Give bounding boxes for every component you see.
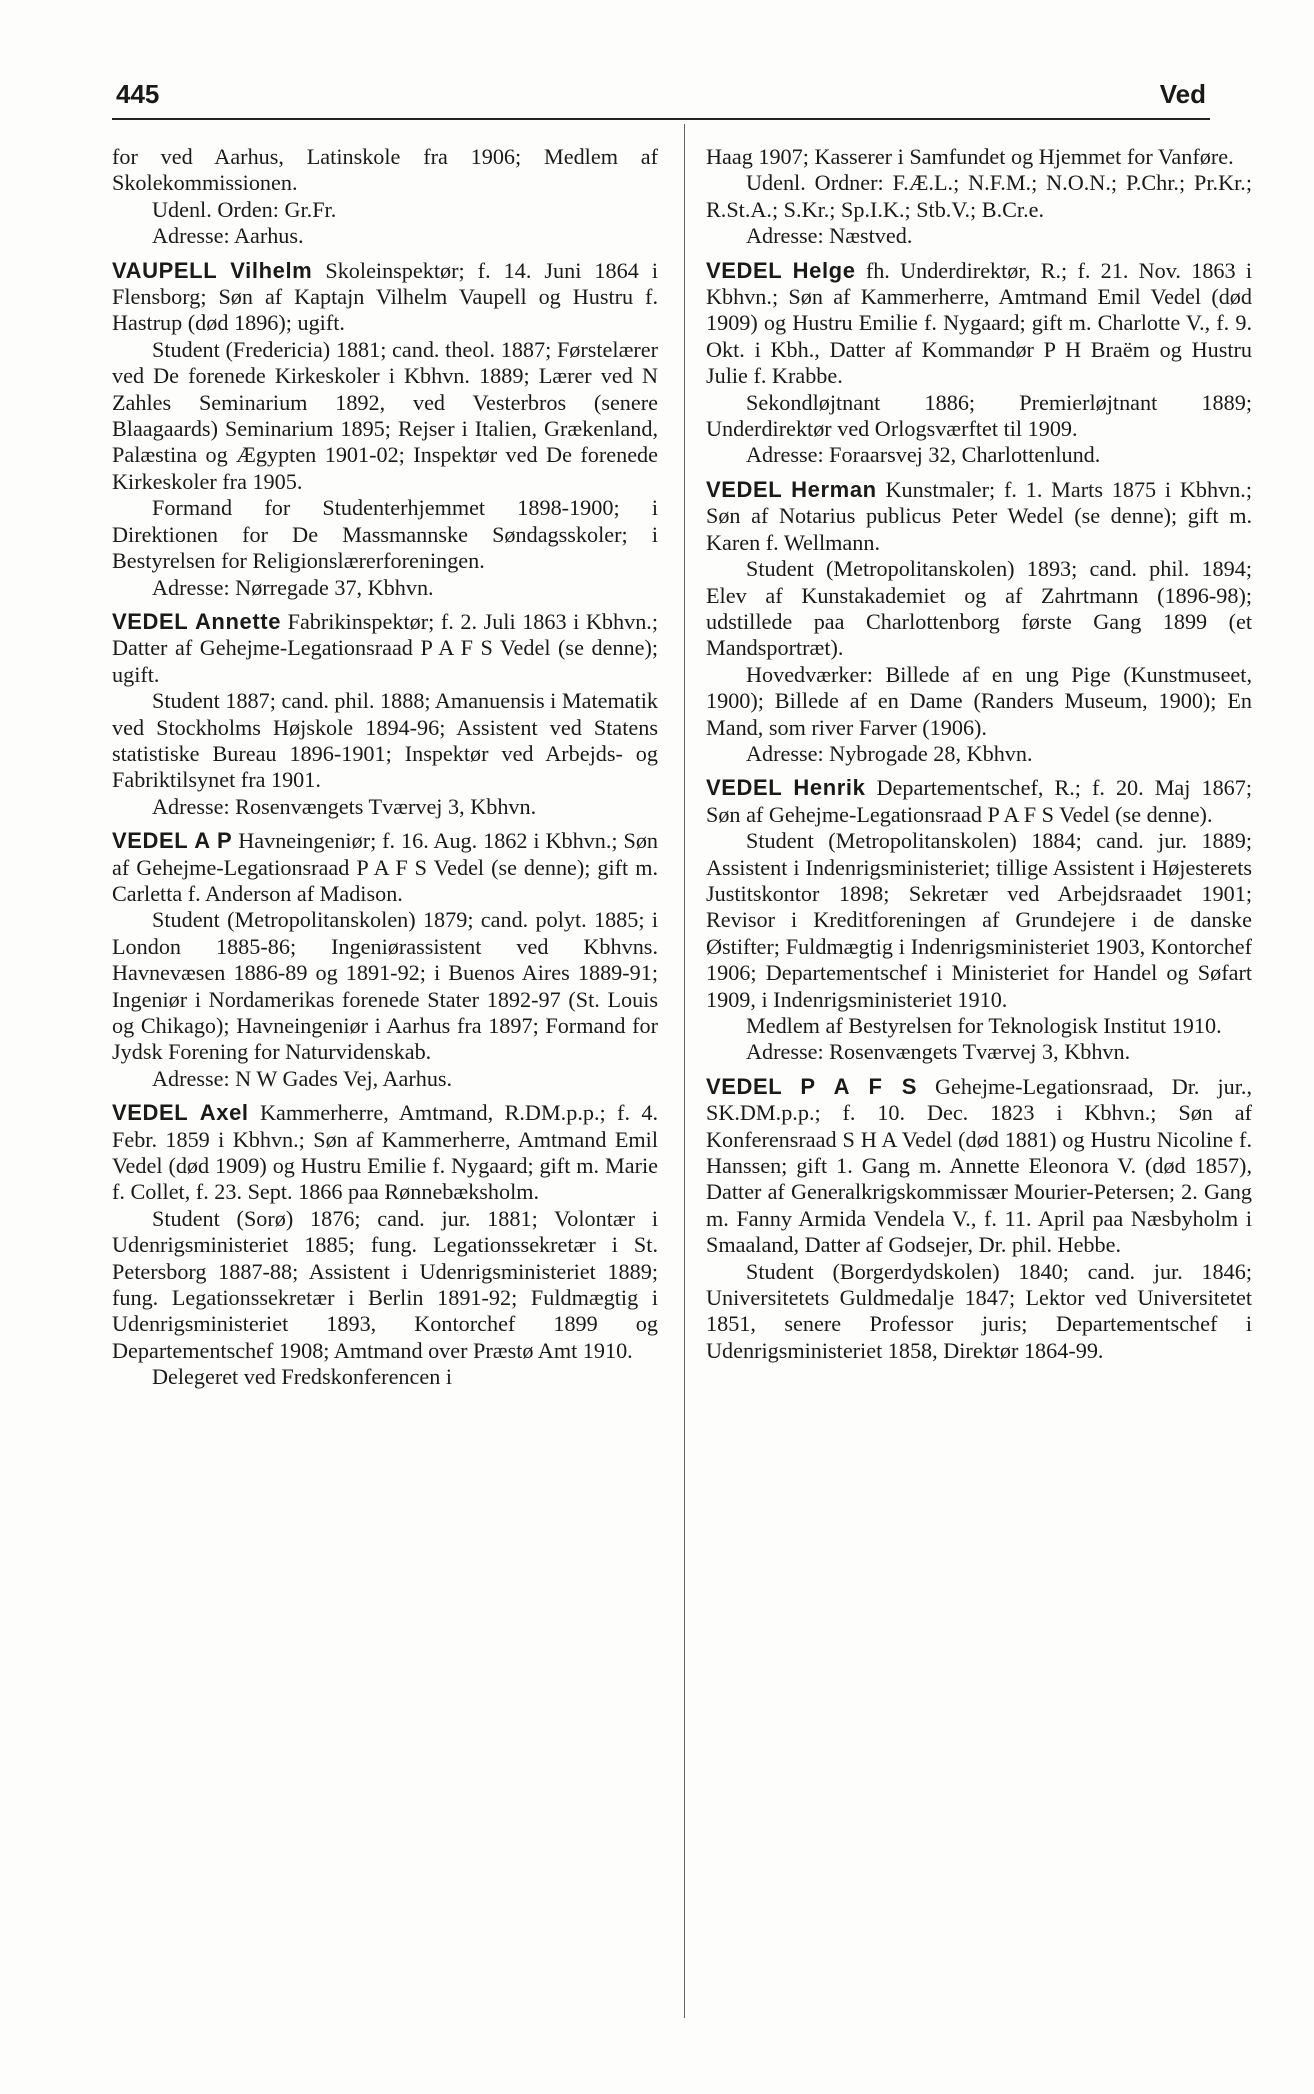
entry-intro: fh. Underdirektør, R.; f. 21. Nov. 1863 i Kbhvn.; Søn af Kammerherre, Amtmand Emil Vedel (død 1909) og Hustru Emilie f. Nygaard; gift m. Charlotte V., f. 9. Okt. i Kbh., Datter af Kommandør P H Braëm og Hustru Julie f. Krabbe. (706, 257, 1253, 389)
entry-given-name: Helge (792, 257, 856, 283)
biography-entry (706, 258, 1252, 469)
entry-heading (112, 609, 658, 688)
entry-surname: VEDEL (112, 828, 189, 854)
entry-surname: VEDEL (706, 775, 783, 801)
entry-paragraph: Sekondløjtnant 1886; Premierløjtnant 1889; Underdirektør ved Orlogsværftet til 1909. (706, 389, 1252, 442)
biography-entry (112, 1100, 658, 1390)
entry-paragraph: for ved Aarhus, Latinskole fra 1906; Medlem af Skolekommissionen. (112, 144, 658, 196)
page-header (112, 72, 1210, 120)
entry-paragraph: Hovedværker: Billede af en ung Pige (Kunstmuseet, 1900); Billede af en Dame (Randers Museum, 1900); En Mand, som river Farver (1906). (706, 661, 1252, 740)
entry-paragraph: Adresse: Nybrogade 28, Kbhvn. (746, 740, 1033, 766)
entry-paragraph: Student (Metropolitanskolen) 1879; cand. polyt. 1885; i London 1885-86; Ingeniørassistent ved Kbhvns. Havnevæsen 1886-89 og 1891-92; i Buenos Aires 1889-91; Ingeniør i Nordamerikas forenede Stater 1892-97 (St. Louis og Chikago); Havneingeniør i Aarhus fra 1897; Formand for Jydsk Forening for Naturvidenskab. (112, 907, 658, 1065)
left-column (112, 144, 658, 1399)
entry-paragraph: Student (Fredericia) 1881; cand. theol. 1887; Førstelærer ved De forenede Kirkeskoler i Kbhvn. 1889; Lærer ved N Zahles Seminarium 1892, ved Vesterbros (senere Blaagaards) Seminarium 1895; Rejser i Italien, Grækenland, Palæstina og Ægypten 1901-02; Inspektør ved De forenede Kirkeskoler fra 1905. (112, 336, 658, 494)
entry-paragraph: Haag 1907; Kasserer i Samfundet og Hjemmet for Vanføre. (706, 144, 1234, 169)
biography-entry (706, 477, 1252, 767)
entry-given-name: A P (194, 828, 233, 854)
column-divider (684, 124, 685, 2018)
entry-heading (706, 1074, 1252, 1259)
right-column (706, 144, 1252, 1372)
entry-given-name: Vilhelm (230, 257, 313, 283)
entry-given-name: P A F S (800, 1073, 917, 1099)
entry-paragraph: Student (Metropolitanskolen) 1884; cand. jur. 1889; Assistent i Indenrigsministeriet; tillige Assistent i Højesterets Justitskontor 1898; Sekretær ved Arbejdsraadet 1901; Revisor i Kreditforeningen af Grundejere i de danske Østifter; Fuldmægtig i Indenrigsministeriet 1903, Kontorchef 1906; Departementschef i Ministeriet for Handel og Søfart 1909, i Indenrigsministeriet 1910. (706, 828, 1252, 1012)
entry-paragraph: Adresse: Næstved. (746, 223, 913, 249)
entry-heading (706, 258, 1252, 390)
entry-given-name: Axel (199, 1100, 249, 1126)
entry-heading (112, 828, 658, 907)
entry-surname: VEDEL (112, 1100, 189, 1126)
entry-surname: VEDEL (706, 476, 783, 502)
entry-intro: Kammerherre, Amtmand, R.DM.p.p.; f. 4. Febr. 1859 i Kbhvn.; Søn af Kammerherre, Amtmand Emil Vedel (død 1909) og Hustru Emilie f. Nygaard; gift m. Marie f. Collet, f. 23. Sept. 1866 paa Rønnebæksholm. (112, 1100, 659, 1205)
biography-entry (112, 828, 658, 1092)
entry-heading (706, 477, 1252, 556)
entry-given-name: Annette (194, 608, 282, 634)
entry-given-name: Herman (791, 476, 877, 502)
entry-paragraph: Student 1887; cand. phil. 1888; Amanuensis i Matematik ved Stockholms Højskole 1894-96; Assistent ved Statens statistiske Bureau 1896-1901; Inspektør ved Arbejds- og Fabriktilsynet fra 1901. (112, 688, 658, 793)
entry-surname: VEDEL (706, 257, 783, 283)
entry-surname: VAUPELL (112, 257, 218, 283)
biography-entry (112, 258, 658, 601)
entry-paragraph: Delegeret ved Fredskonferencen i (152, 1364, 453, 1390)
entry-paragraph: Formand for Studenterhjemmet 1898-1900; i Direktionen for De Massmannske Søndagsskoler; i Bestyrelsen for Religionslærerforeningen. (112, 495, 658, 574)
entry-intro: Havneingeniør; f. 16. Aug. 1862 i Kbhvn.; Søn af Gehejme-Legationsraad P A F S Vedel (se denne); gift m. Carletta f. Anderson af Madison. (112, 828, 659, 906)
entry-paragraph: Udenl. Ordner: F.Æ.L.; N.F.M.; N.O.N.; P.Chr.; Pr.Kr.; R.St.A.; S.Kr.; Sp.I.K.; Stb.V.; B.Cr.e. (706, 170, 1252, 222)
entry-paragraph: Adresse: N W Gades Vej, Aarhus. (152, 1065, 453, 1091)
biography-entry (706, 1074, 1252, 1364)
biography-entry (112, 609, 658, 820)
page-number: 445 (116, 79, 160, 109)
running-head: Ved (1159, 79, 1206, 109)
entry-paragraph: Student (Sorø) 1876; cand. jur. 1881; Volontær i Udenrigsministeriet 1885; fung. Legationssekretær i St. Petersborg 1887-88; Assistent i Udenrigsministeriet 1889; fung. Legationssekretær i Berlin 1891-92; Fuldmægtig i Udenrigsministeriet 1893, Kontorchef 1899 og Departementschef 1908; Amtmand over Præstø Amt 1910. (112, 1205, 658, 1363)
entry-paragraph: Student (Metropolitanskolen) 1893; cand. phil. 1894; Elev af Kunstakademiet og af Zahrtmann (1896-98); udstillede paa Charlottenborg første Gang 1899 (et Mandsportræt). (706, 556, 1252, 661)
biography-entry (706, 775, 1252, 1065)
entry-paragraph: Adresse: Rosenvængets Tværvej 3, Kbhvn. (152, 793, 537, 819)
entry-heading (112, 258, 658, 337)
entry-given-name: Henrik (793, 775, 866, 801)
entry-heading (706, 775, 1252, 828)
entry-intro: Kunstmaler; f. 1. Marts 1875 i Kbhvn.; Søn af Notarius publicus Peter Wedel (se denne); gift m. Karen f. Wellmann. (706, 476, 1253, 555)
entry-intro: Gehejme-Legationsraad, Dr. jur., SK.DM.p.p.; f. 10. Dec. 1823 i Kbhvn.; Søn af Konferensraad S H A Vedel (død 1881) og Hustru Nicoline f. Hanssen; gift 1. Gang m. Annette Eleonora V. (død 1857), Datter af Generalkrigskommissær Mourier-Petersen; 2. Gang m. Fanny Armida Vendela V., f. 11. April paa Næsbyholm i Smaaland, Datter af Godsejer, Dr. phil. Hebbe. (706, 1073, 1253, 1258)
entry-intro: Departementschef, R.; f. 20. Maj 1867; Søn af Gehejme-Legationsraad P A F S Vedel (se denne). (706, 775, 1253, 827)
entry-intro: Fabrikinspektør; f. 2. Juli 1863 i Kbhvn.; Datter af Gehejme-Legationsraad P A F S Vedel (se denne); ugift. (112, 608, 659, 687)
entry-paragraph: Student (Borgerdydskolen) 1840; cand. jur. 1846; Universitetets Guldmedalje 1847; Lektor ved Universitetet 1851, senere Professor juris; Departementschef i Udenrigsministeriet 1858, Direktør 1864-99. (706, 1258, 1252, 1363)
entry-paragraph: Adresse: Aarhus. (152, 223, 304, 249)
entry-paragraph: Adresse: Nørregade 37, Kbhvn. (152, 574, 434, 600)
entry-surname: VEDEL (706, 1073, 783, 1099)
entry-paragraph: Udenl. Orden: Gr.Fr. (152, 196, 337, 222)
entry-intro: Skoleinspektør; f. 14. Juni 1864 i Flensborg; Søn af Kaptajn Vilhelm Vaupell og Hustru f. Hastrup (død 1896); ugift. (112, 257, 658, 336)
entry-paragraph: Adresse: Rosenvængets Tværvej 3, Kbhvn. (746, 1039, 1131, 1065)
entry-paragraph: Adresse: Foraarsvej 32, Charlottenlund. (746, 442, 1101, 468)
continued-entry (706, 144, 1252, 250)
entry-surname: VEDEL (112, 608, 189, 634)
continued-entry (112, 144, 658, 250)
entry-heading (112, 1100, 658, 1206)
entry-paragraph: Medlem af Bestyrelsen for Teknologisk Institut 1910. (746, 1013, 1222, 1038)
